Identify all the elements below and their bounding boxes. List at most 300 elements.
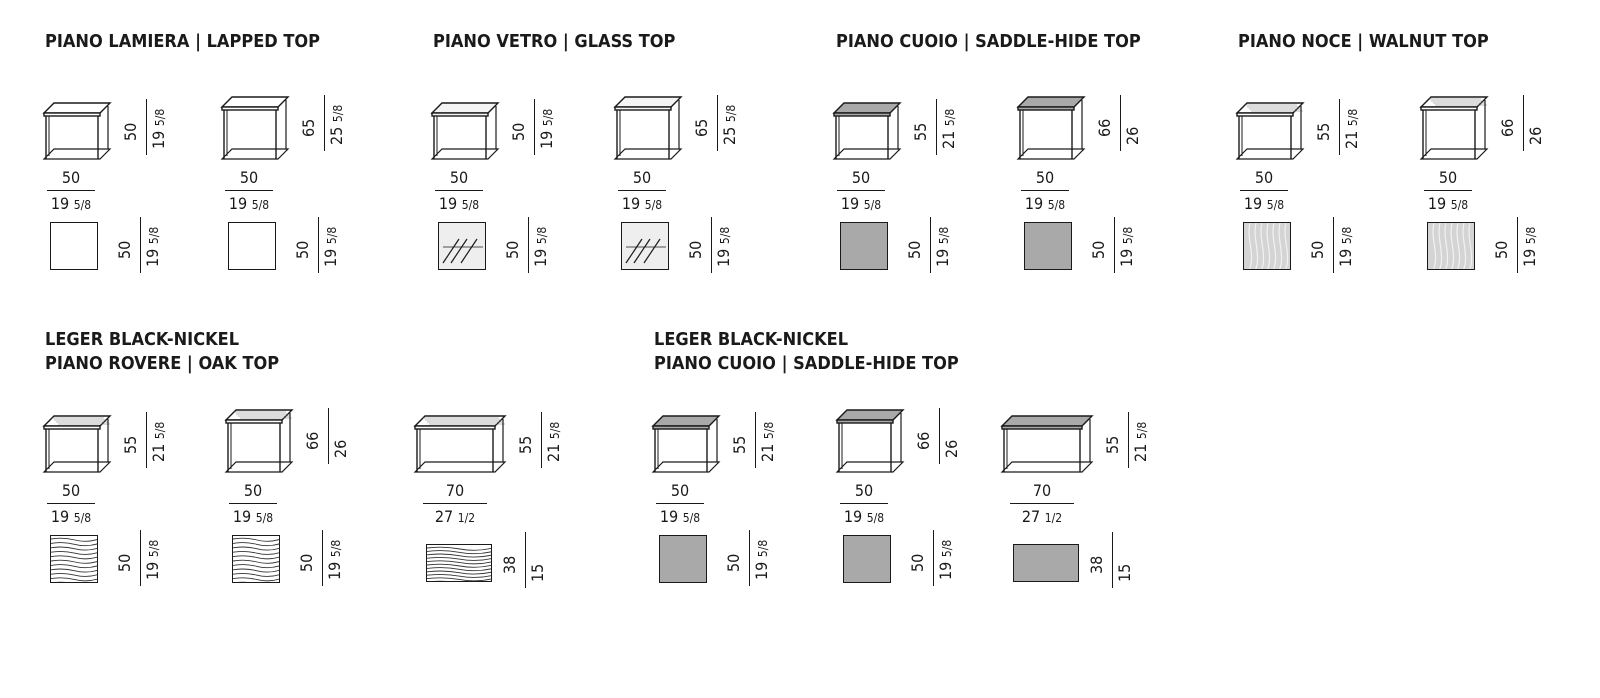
width-cm: 50 bbox=[632, 168, 652, 187]
depth-dim-line bbox=[525, 532, 526, 588]
group-title-oak-line1: LEGER BLACK-NICKEL bbox=[45, 329, 240, 350]
group-title-leger-hide-line1: LEGER BLACK-NICKEL bbox=[654, 329, 849, 350]
depth-dim-line bbox=[933, 530, 934, 586]
depth-in-frac: 5/8 bbox=[940, 539, 954, 558]
table-item-1 bbox=[42, 95, 222, 385]
width-dim-top bbox=[435, 169, 483, 187]
height-dim-line bbox=[541, 412, 542, 468]
width-in: 27 bbox=[1021, 507, 1041, 526]
height-in: 25 bbox=[720, 126, 739, 145]
depth-in-frac: 5/8 bbox=[1524, 226, 1538, 245]
height-in-frac: 5/8 bbox=[153, 108, 167, 127]
plan-view-walnut bbox=[1427, 222, 1475, 270]
tabletop-shape bbox=[44, 416, 110, 426]
width-dim-line bbox=[1424, 190, 1472, 191]
tabletop-shape bbox=[432, 103, 498, 113]
width-dim-bottom bbox=[837, 195, 885, 214]
depth-dimension bbox=[683, 217, 739, 277]
width-cm: 50 bbox=[1035, 168, 1055, 187]
depth-in-frac: 5/8 bbox=[1121, 226, 1135, 245]
depth-dim-line bbox=[930, 217, 931, 273]
tabletop-edge bbox=[44, 426, 100, 429]
width-dim-bottom bbox=[47, 195, 95, 214]
height-cm: 55 bbox=[911, 122, 930, 141]
height-in: 19 bbox=[149, 130, 168, 149]
height-dimension bbox=[727, 412, 783, 472]
tabletop-shape bbox=[222, 97, 288, 107]
width-in-frac: 5/8 bbox=[1266, 198, 1285, 212]
depth-in: 15 bbox=[528, 563, 547, 582]
width-dim-line bbox=[435, 190, 483, 191]
plan-view-walnut bbox=[1243, 222, 1291, 270]
tabletop-shape bbox=[615, 97, 681, 107]
tabletop-edge bbox=[226, 420, 282, 423]
depth-in: 19 bbox=[1336, 248, 1355, 267]
base-frame bbox=[432, 149, 498, 159]
width-cm: 50 bbox=[239, 168, 259, 187]
width-dim-line bbox=[225, 190, 273, 191]
height-in: 21 bbox=[758, 443, 777, 462]
base-frame bbox=[834, 149, 900, 159]
width-cm: 50 bbox=[670, 481, 690, 500]
width-in: 19 bbox=[840, 194, 860, 213]
width-dim-bottom bbox=[423, 508, 487, 527]
height-cm: 55 bbox=[1314, 122, 1333, 141]
depth-dim-line bbox=[749, 530, 750, 586]
width-in-frac: 5/8 bbox=[73, 198, 92, 212]
table-item-12 bbox=[651, 408, 831, 698]
depth-in: 19 bbox=[714, 248, 733, 267]
plan-view-oak bbox=[50, 535, 98, 583]
width-dim-line bbox=[840, 503, 888, 504]
depth-in-frac: 5/8 bbox=[325, 226, 339, 245]
height-in: 26 bbox=[1526, 126, 1545, 145]
depth-in: 19 bbox=[325, 561, 344, 580]
tabletop-shape bbox=[415, 416, 505, 426]
width-in: 19 bbox=[1243, 194, 1263, 213]
height-in-frac: 5/8 bbox=[541, 108, 555, 127]
depth-in-frac: 5/8 bbox=[535, 226, 549, 245]
depth-cm: 50 bbox=[1089, 240, 1108, 259]
base-frame bbox=[1421, 149, 1487, 159]
width-in-frac: 5/8 bbox=[461, 198, 480, 212]
base-frame bbox=[1018, 149, 1084, 159]
depth-in: 19 bbox=[752, 561, 771, 580]
tabletop-shape bbox=[1002, 416, 1092, 426]
depth-dimension bbox=[721, 530, 777, 590]
depth-in: 19 bbox=[143, 561, 162, 580]
width-dim-bottom bbox=[618, 195, 666, 214]
depth-in-frac: 5/8 bbox=[147, 539, 161, 558]
tabletop-edge bbox=[837, 420, 893, 423]
depth-dimension bbox=[1084, 532, 1140, 592]
table-item-2 bbox=[220, 95, 400, 385]
height-in-frac: 5/8 bbox=[1346, 108, 1360, 127]
tabletop-edge bbox=[44, 113, 100, 116]
table-item-9 bbox=[42, 408, 222, 698]
table-item-11 bbox=[413, 408, 593, 698]
height-dim-line bbox=[534, 99, 535, 155]
width-dim-line bbox=[1021, 190, 1069, 191]
depth-dim-line bbox=[528, 217, 529, 273]
width-dim-line bbox=[47, 190, 95, 191]
depth-in: 19 bbox=[936, 561, 955, 580]
width-in: 19 bbox=[228, 194, 248, 213]
height-cm: 50 bbox=[121, 122, 140, 141]
plan-view-glass bbox=[621, 222, 669, 270]
depth-cm: 50 bbox=[1492, 240, 1511, 259]
depth-in-frac: 5/8 bbox=[329, 539, 343, 558]
plan-view-oak bbox=[426, 544, 492, 582]
width-cm: 50 bbox=[1254, 168, 1274, 187]
plan-view-hide bbox=[659, 535, 707, 583]
width-in: 19 bbox=[1427, 194, 1447, 213]
width-in-frac: 5/8 bbox=[73, 511, 92, 525]
tabletop-edge bbox=[415, 426, 495, 429]
height-dim-line bbox=[717, 95, 718, 151]
depth-in-frac: 5/8 bbox=[1340, 226, 1354, 245]
width-dim-line bbox=[618, 190, 666, 191]
width-dim-line bbox=[656, 503, 704, 504]
width-in: 19 bbox=[50, 507, 70, 526]
glass-reflection-marks bbox=[439, 223, 486, 270]
width-dim-bottom bbox=[656, 508, 704, 527]
width-cm: 70 bbox=[445, 481, 465, 500]
height-cm: 55 bbox=[1103, 435, 1122, 454]
base-frame bbox=[44, 462, 110, 472]
group-title-saddle-hide: PIANO CUOIO | SADDLE-HIDE TOP bbox=[836, 31, 1141, 52]
height-dimension bbox=[1495, 95, 1551, 155]
width-dim-line bbox=[47, 503, 95, 504]
width-in-frac: 5/8 bbox=[644, 198, 663, 212]
table-item-10 bbox=[224, 408, 404, 698]
width-dim-bottom bbox=[229, 508, 277, 527]
height-cm: 66 bbox=[303, 431, 322, 450]
height-in: 25 bbox=[327, 126, 346, 145]
height-in: 26 bbox=[1123, 126, 1142, 145]
group-title-glass: PIANO VETRO | GLASS TOP bbox=[433, 31, 676, 52]
width-dim-bottom bbox=[1010, 508, 1074, 527]
height-in: 26 bbox=[942, 439, 961, 458]
height-dim-line bbox=[328, 408, 329, 464]
width-cm: 50 bbox=[449, 168, 469, 187]
depth-in-frac: 5/8 bbox=[756, 539, 770, 558]
depth-in: 19 bbox=[1117, 248, 1136, 267]
height-dim-line bbox=[1339, 99, 1340, 155]
tabletop-shape bbox=[1018, 97, 1084, 107]
depth-in: 19 bbox=[531, 248, 550, 267]
plan-view-lapped bbox=[228, 222, 276, 270]
height-dimension bbox=[296, 95, 352, 155]
depth-dim-line bbox=[322, 530, 323, 586]
width-in: 19 bbox=[232, 507, 252, 526]
depth-cm: 38 bbox=[1087, 555, 1106, 574]
depth-dim-line bbox=[1114, 217, 1115, 273]
height-dimension bbox=[300, 408, 356, 468]
width-dim-top bbox=[1424, 169, 1472, 187]
height-dim-line bbox=[1120, 95, 1121, 151]
depth-dim-line bbox=[711, 217, 712, 273]
height-dimension bbox=[1100, 412, 1156, 472]
tabletop-edge bbox=[1002, 426, 1082, 429]
height-in: 21 bbox=[1342, 130, 1361, 149]
base-frame bbox=[44, 149, 110, 159]
depth-in: 15 bbox=[1115, 563, 1134, 582]
depth-cm: 50 bbox=[293, 240, 312, 259]
width-dim-top bbox=[840, 482, 888, 500]
base-frame bbox=[1237, 149, 1303, 159]
base-frame bbox=[1002, 462, 1092, 472]
depth-dim-line bbox=[140, 217, 141, 273]
tabletop-edge bbox=[653, 426, 709, 429]
height-cm: 65 bbox=[299, 118, 318, 137]
group-title-walnut: PIANO NOCE | WALNUT TOP bbox=[1238, 31, 1489, 52]
width-dim-top bbox=[1240, 169, 1288, 187]
height-dimension bbox=[689, 95, 745, 155]
height-cm: 50 bbox=[509, 122, 528, 141]
width-in-frac: 5/8 bbox=[1450, 198, 1469, 212]
height-in-frac: 5/8 bbox=[724, 104, 738, 123]
width-dim-line bbox=[837, 190, 885, 191]
walnut-grain bbox=[1428, 223, 1475, 270]
height-cm: 55 bbox=[516, 435, 535, 454]
width-in: 19 bbox=[50, 194, 70, 213]
table-item-6 bbox=[1016, 95, 1196, 385]
depth-dimension bbox=[497, 532, 553, 592]
depth-dimension bbox=[905, 530, 961, 590]
table-item-7 bbox=[1235, 95, 1415, 385]
depth-dim-line bbox=[140, 530, 141, 586]
depth-dimension bbox=[112, 217, 168, 277]
table-item-3 bbox=[430, 95, 610, 385]
width-in-frac: 1/2 bbox=[457, 511, 476, 525]
base-frame bbox=[653, 462, 719, 472]
walnut-grain bbox=[1244, 223, 1291, 270]
group-title-oak-line2: PIANO ROVERE | OAK TOP bbox=[45, 353, 280, 374]
height-in-frac: 5/8 bbox=[548, 421, 562, 440]
height-dimension bbox=[506, 99, 562, 159]
width-in: 27 bbox=[434, 507, 454, 526]
depth-cm: 50 bbox=[724, 553, 743, 572]
width-dim-top bbox=[1021, 169, 1069, 187]
depth-in: 19 bbox=[1520, 248, 1539, 267]
height-dimension bbox=[1092, 95, 1148, 155]
height-in-frac: 5/8 bbox=[153, 421, 167, 440]
height-cm: 66 bbox=[914, 431, 933, 450]
height-dimension bbox=[1311, 99, 1367, 159]
height-dim-line bbox=[939, 408, 940, 464]
width-dim-bottom bbox=[225, 195, 273, 214]
width-dim-line bbox=[1010, 503, 1074, 504]
depth-cm: 50 bbox=[908, 553, 927, 572]
depth-in-frac: 5/8 bbox=[718, 226, 732, 245]
height-in-frac: 5/8 bbox=[331, 104, 345, 123]
height-dim-line bbox=[755, 412, 756, 468]
depth-dimension bbox=[500, 217, 556, 277]
height-in: 21 bbox=[149, 443, 168, 462]
height-in: 21 bbox=[1131, 443, 1150, 462]
depth-in: 19 bbox=[933, 248, 952, 267]
width-dim-top bbox=[1010, 482, 1074, 500]
depth-cm: 50 bbox=[686, 240, 705, 259]
width-cm: 50 bbox=[1438, 168, 1458, 187]
width-dim-bottom bbox=[47, 508, 95, 527]
height-in: 21 bbox=[544, 443, 563, 462]
group-title-leger-hide-line2: PIANO CUOIO | SADDLE-HIDE TOP bbox=[654, 353, 959, 374]
tabletop-edge bbox=[1237, 113, 1293, 116]
depth-cm: 38 bbox=[500, 555, 519, 574]
height-in-frac: 5/8 bbox=[943, 108, 957, 127]
width-in-frac: 5/8 bbox=[682, 511, 701, 525]
width-dim-top bbox=[47, 482, 95, 500]
width-in-frac: 5/8 bbox=[1047, 198, 1066, 212]
depth-dimension bbox=[1305, 217, 1361, 277]
width-dim-top bbox=[618, 169, 666, 187]
depth-in-frac: 5/8 bbox=[147, 226, 161, 245]
depth-dim-line bbox=[1517, 217, 1518, 273]
width-in: 19 bbox=[659, 507, 679, 526]
height-cm: 55 bbox=[121, 435, 140, 454]
height-dim-line bbox=[146, 412, 147, 468]
plan-view-hide bbox=[840, 222, 888, 270]
plan-view-hide bbox=[843, 535, 891, 583]
tabletop-shape bbox=[44, 103, 110, 113]
oak-grain bbox=[427, 545, 492, 582]
width-dim-bottom bbox=[435, 195, 483, 214]
depth-dimension bbox=[902, 217, 958, 277]
depth-cm: 50 bbox=[905, 240, 924, 259]
tabletop-shape bbox=[1421, 97, 1487, 107]
height-cm: 66 bbox=[1095, 118, 1114, 137]
base-frame bbox=[226, 462, 292, 472]
height-dim-line bbox=[1523, 95, 1524, 151]
height-in-frac: 5/8 bbox=[762, 421, 776, 440]
plan-view-glass bbox=[438, 222, 486, 270]
height-cm: 65 bbox=[692, 118, 711, 137]
oak-grain bbox=[233, 536, 280, 583]
width-dim-line bbox=[229, 503, 277, 504]
width-in-frac: 1/2 bbox=[1044, 511, 1063, 525]
depth-dim-line bbox=[1112, 532, 1113, 588]
width-dim-bottom bbox=[840, 508, 888, 527]
width-dim-top bbox=[225, 169, 273, 187]
width-dim-top bbox=[656, 482, 704, 500]
depth-dimension bbox=[290, 217, 346, 277]
table-item-13 bbox=[835, 408, 1015, 698]
width-in: 19 bbox=[438, 194, 458, 213]
depth-dim-line bbox=[1333, 217, 1334, 273]
height-dim-line bbox=[936, 99, 937, 155]
tabletop-edge bbox=[1421, 107, 1477, 110]
depth-cm: 50 bbox=[115, 553, 134, 572]
width-cm: 50 bbox=[851, 168, 871, 187]
group-title-lapped: PIANO LAMIERA | LAPPED TOP bbox=[45, 31, 321, 52]
depth-cm: 50 bbox=[503, 240, 522, 259]
tabletop-edge bbox=[432, 113, 488, 116]
width-in: 19 bbox=[621, 194, 641, 213]
plan-view-oak bbox=[232, 535, 280, 583]
depth-dimension bbox=[1086, 217, 1142, 277]
table-item-14 bbox=[1000, 408, 1180, 698]
height-dimension bbox=[118, 99, 174, 159]
width-dim-line bbox=[423, 503, 487, 504]
width-dim-top bbox=[837, 169, 885, 187]
height-dimension bbox=[908, 99, 964, 159]
width-in-frac: 5/8 bbox=[251, 198, 270, 212]
width-in: 19 bbox=[1024, 194, 1044, 213]
base-frame bbox=[615, 149, 681, 159]
width-dim-bottom bbox=[1021, 195, 1069, 214]
width-cm: 50 bbox=[61, 168, 81, 187]
width-dim-top bbox=[423, 482, 487, 500]
depth-cm: 50 bbox=[297, 553, 316, 572]
depth-dimension bbox=[112, 530, 168, 590]
tabletop-edge bbox=[615, 107, 671, 110]
base-frame bbox=[222, 149, 288, 159]
width-dim-line bbox=[1240, 190, 1288, 191]
base-frame bbox=[415, 462, 505, 472]
table-item-5 bbox=[832, 95, 1012, 385]
width-in: 19 bbox=[843, 507, 863, 526]
depth-in: 19 bbox=[321, 248, 340, 267]
tabletop-shape bbox=[1237, 103, 1303, 113]
width-dim-top bbox=[47, 169, 95, 187]
oak-grain bbox=[51, 536, 98, 583]
height-dimension bbox=[118, 412, 174, 472]
width-cm: 50 bbox=[243, 481, 263, 500]
depth-in: 19 bbox=[143, 248, 162, 267]
depth-dim-line bbox=[318, 217, 319, 273]
table-item-4 bbox=[613, 95, 793, 385]
height-in: 19 bbox=[537, 130, 556, 149]
width-cm: 70 bbox=[1032, 481, 1052, 500]
depth-cm: 50 bbox=[115, 240, 134, 259]
width-in-frac: 5/8 bbox=[866, 511, 885, 525]
width-dim-bottom bbox=[1240, 195, 1288, 214]
plan-view-hide bbox=[1024, 222, 1072, 270]
height-dimension bbox=[911, 408, 967, 468]
width-dim-top bbox=[229, 482, 277, 500]
glass-reflection-marks bbox=[622, 223, 669, 270]
width-in-frac: 5/8 bbox=[255, 511, 274, 525]
width-cm: 50 bbox=[61, 481, 81, 500]
width-cm: 50 bbox=[854, 481, 874, 500]
plan-view-hide bbox=[1013, 544, 1079, 582]
height-dim-line bbox=[146, 99, 147, 155]
tabletop-shape bbox=[653, 416, 719, 426]
height-in-frac: 5/8 bbox=[1135, 421, 1149, 440]
depth-dimension bbox=[1489, 217, 1545, 277]
tabletop-edge bbox=[834, 113, 890, 116]
width-in-frac: 5/8 bbox=[863, 198, 882, 212]
height-in: 26 bbox=[331, 439, 350, 458]
height-dimension bbox=[513, 412, 569, 472]
tabletop-edge bbox=[222, 107, 278, 110]
height-dim-line bbox=[324, 95, 325, 151]
depth-in-frac: 5/8 bbox=[937, 226, 951, 245]
height-in: 21 bbox=[939, 130, 958, 149]
tabletop-edge bbox=[1018, 107, 1074, 110]
width-dim-bottom bbox=[1424, 195, 1472, 214]
height-dim-line bbox=[1128, 412, 1129, 468]
tabletop-shape bbox=[226, 410, 292, 420]
tabletop-shape bbox=[837, 410, 903, 420]
table-item-8 bbox=[1419, 95, 1599, 385]
height-cm: 66 bbox=[1498, 118, 1517, 137]
tabletop-shape bbox=[834, 103, 900, 113]
plan-view-lapped bbox=[50, 222, 98, 270]
height-cm: 55 bbox=[730, 435, 749, 454]
